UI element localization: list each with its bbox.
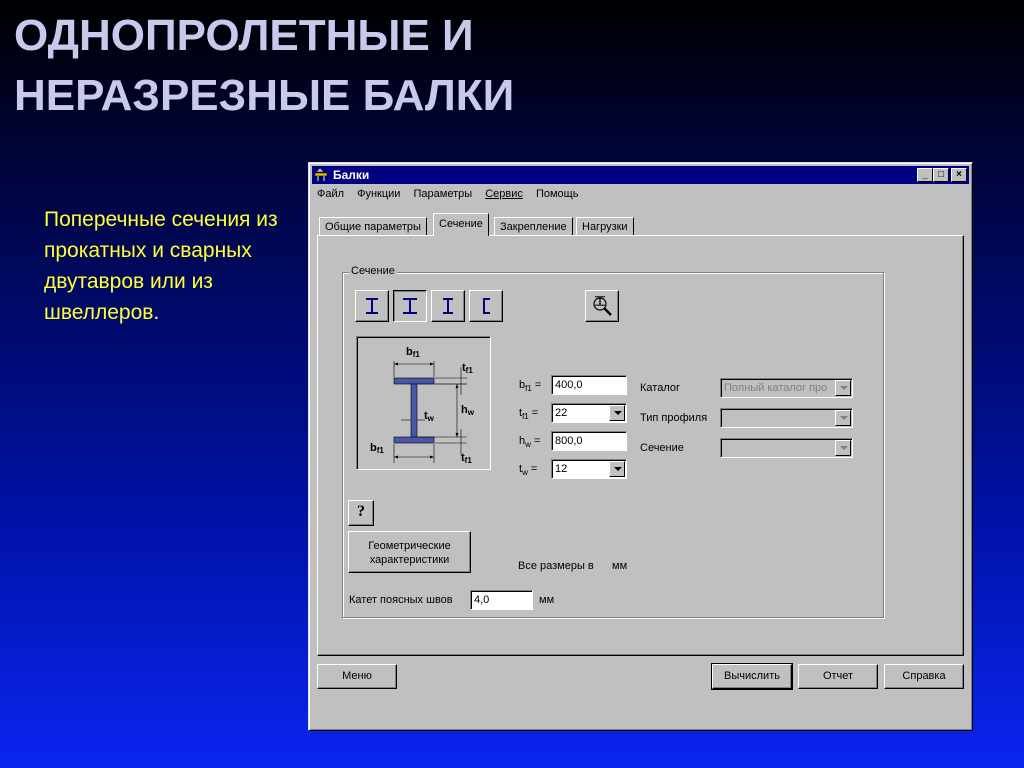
profile-type-select: [720, 408, 853, 428]
tab-general-parameters[interactable]: Общие параметры: [319, 217, 427, 235]
weld-leg-unit: мм: [539, 594, 555, 606]
wide-flange-icon: [440, 297, 456, 315]
window-titlebar[interactable]: [312, 166, 969, 184]
welded-i-beam-icon: [402, 297, 418, 315]
svg-text:tw: [424, 410, 435, 423]
tw-dropdown-arrow-icon[interactable]: [609, 461, 625, 477]
slide-description-period: .: [153, 301, 160, 324]
units-value: мм: [612, 560, 628, 572]
geom-button-line-1: Геометрические: [368, 540, 451, 552]
profile-i-beam-wide-button[interactable]: [431, 290, 465, 322]
i-beam-icon: [364, 297, 380, 315]
help-question-button[interactable]: ?: [348, 500, 374, 526]
minimize-button[interactable]: _: [917, 168, 933, 182]
magnifier-icon: [591, 295, 613, 317]
section-groupbox: [342, 265, 884, 618]
slide-title-line-1: ОДНОПРОЛЕТНЫЕ И: [14, 11, 474, 60]
profile-type-dropdown-arrow-icon: [835, 410, 851, 426]
channel-icon: [478, 297, 494, 315]
svg-text:tf1: [462, 362, 473, 375]
section-select-label: Сечение: [640, 442, 684, 454]
section-tab-panel: [317, 235, 964, 656]
slide-title: [14, 6, 714, 126]
label-tf1-bottom-sub: f1: [464, 456, 472, 465]
menu-file[interactable]: Файл: [317, 188, 345, 200]
catalog-label: Каталог: [640, 382, 680, 394]
slide-description: [44, 204, 284, 328]
svg-text:tf1: [461, 452, 472, 465]
label-bf1-bottom: b: [370, 442, 377, 454]
svg-text:bf1: [370, 442, 384, 455]
label-tw: t: [424, 410, 428, 422]
geom-button-line-2: характеристики: [369, 554, 450, 566]
section-select: [720, 438, 853, 458]
app-icon: [314, 167, 330, 183]
tf1-dropdown-arrow-icon[interactable]: [609, 405, 625, 421]
section-dropdown-arrow-icon: [835, 440, 851, 456]
tw-select[interactable]: 12: [551, 459, 627, 479]
geometric-characteristics-button[interactable]: [348, 531, 471, 573]
label-bf1-top-sub: f1: [412, 350, 420, 359]
menu-parameters[interactable]: Параметры: [413, 188, 473, 200]
hw-input[interactable]: 800,0: [551, 431, 627, 451]
units-label: Все размеры в: [518, 560, 594, 572]
profile-i-beam-welded-button[interactable]: [393, 290, 427, 322]
close-button[interactable]: ×: [951, 168, 967, 182]
label-tf1-top: t: [462, 362, 466, 374]
label-bf1-top: b: [406, 346, 413, 358]
param-hw-label: $h_w$ =: [519, 435, 541, 450]
weld-leg-input[interactable]: 4,0: [470, 590, 533, 610]
tab-loads[interactable]: Нагрузки: [576, 217, 634, 235]
profile-i-beam-rolled-button[interactable]: [355, 290, 389, 322]
param-bf1-label: $b_{f1}$ =: [519, 379, 542, 394]
window-title: Балки: [333, 168, 370, 182]
catalog-select: Полный каталог про: [720, 378, 853, 398]
section-preview-button[interactable]: [585, 290, 619, 322]
menu-functions[interactable]: Функции: [357, 188, 401, 200]
param-tf1-label: $t_{f1}$ =: [519, 407, 539, 422]
profile-type-label: Тип профиля: [640, 412, 708, 424]
menu-service[interactable]: Сервис: [485, 188, 523, 200]
help-button[interactable]: Справка: [884, 664, 964, 689]
bf1-input[interactable]: 400,0: [551, 375, 627, 395]
label-tf1-top-sub: f1: [465, 366, 473, 375]
maximize-button[interactable]: □: [933, 168, 949, 182]
label-tw-sub: w: [427, 414, 434, 423]
label-bf1-bottom-sub: f1: [376, 446, 384, 455]
menu-help[interactable]: Помощь: [535, 188, 579, 200]
tf1-select[interactable]: 22: [551, 403, 627, 423]
svg-text:hw: [461, 404, 475, 417]
report-button[interactable]: Отчет: [798, 664, 878, 689]
menu-button[interactable]: Меню: [317, 664, 397, 689]
label-tf1-bottom: t: [461, 452, 465, 464]
weld-leg-label: Катет поясных швов: [349, 594, 453, 606]
label-hw: h: [461, 404, 468, 416]
beams-window: [308, 162, 973, 731]
slide-title-line-2: НЕРАЗРЕЗНЫЕ БАЛКИ: [14, 71, 515, 120]
i-beam-section-diagram: [357, 337, 490, 469]
tab-fixing[interactable]: Закрепление: [494, 217, 573, 235]
calculate-button[interactable]: Вычислить: [712, 664, 792, 689]
param-tw-label: $t_w$ =: [519, 463, 538, 478]
profile-channel-button[interactable]: [469, 290, 503, 322]
section-drawing: [356, 336, 491, 470]
menu-bar: [317, 188, 588, 204]
slide-description-text: Поперечные сечения из прокатных и сварных двутавров или из швеллеров: [44, 208, 278, 324]
tab-section[interactable]: Сечение: [433, 213, 489, 236]
section-groupbox-label: Сечение: [351, 265, 395, 277]
catalog-dropdown-arrow-icon: [835, 380, 851, 396]
svg-text:bf1: [406, 346, 420, 359]
label-hw-sub: w: [467, 408, 474, 417]
